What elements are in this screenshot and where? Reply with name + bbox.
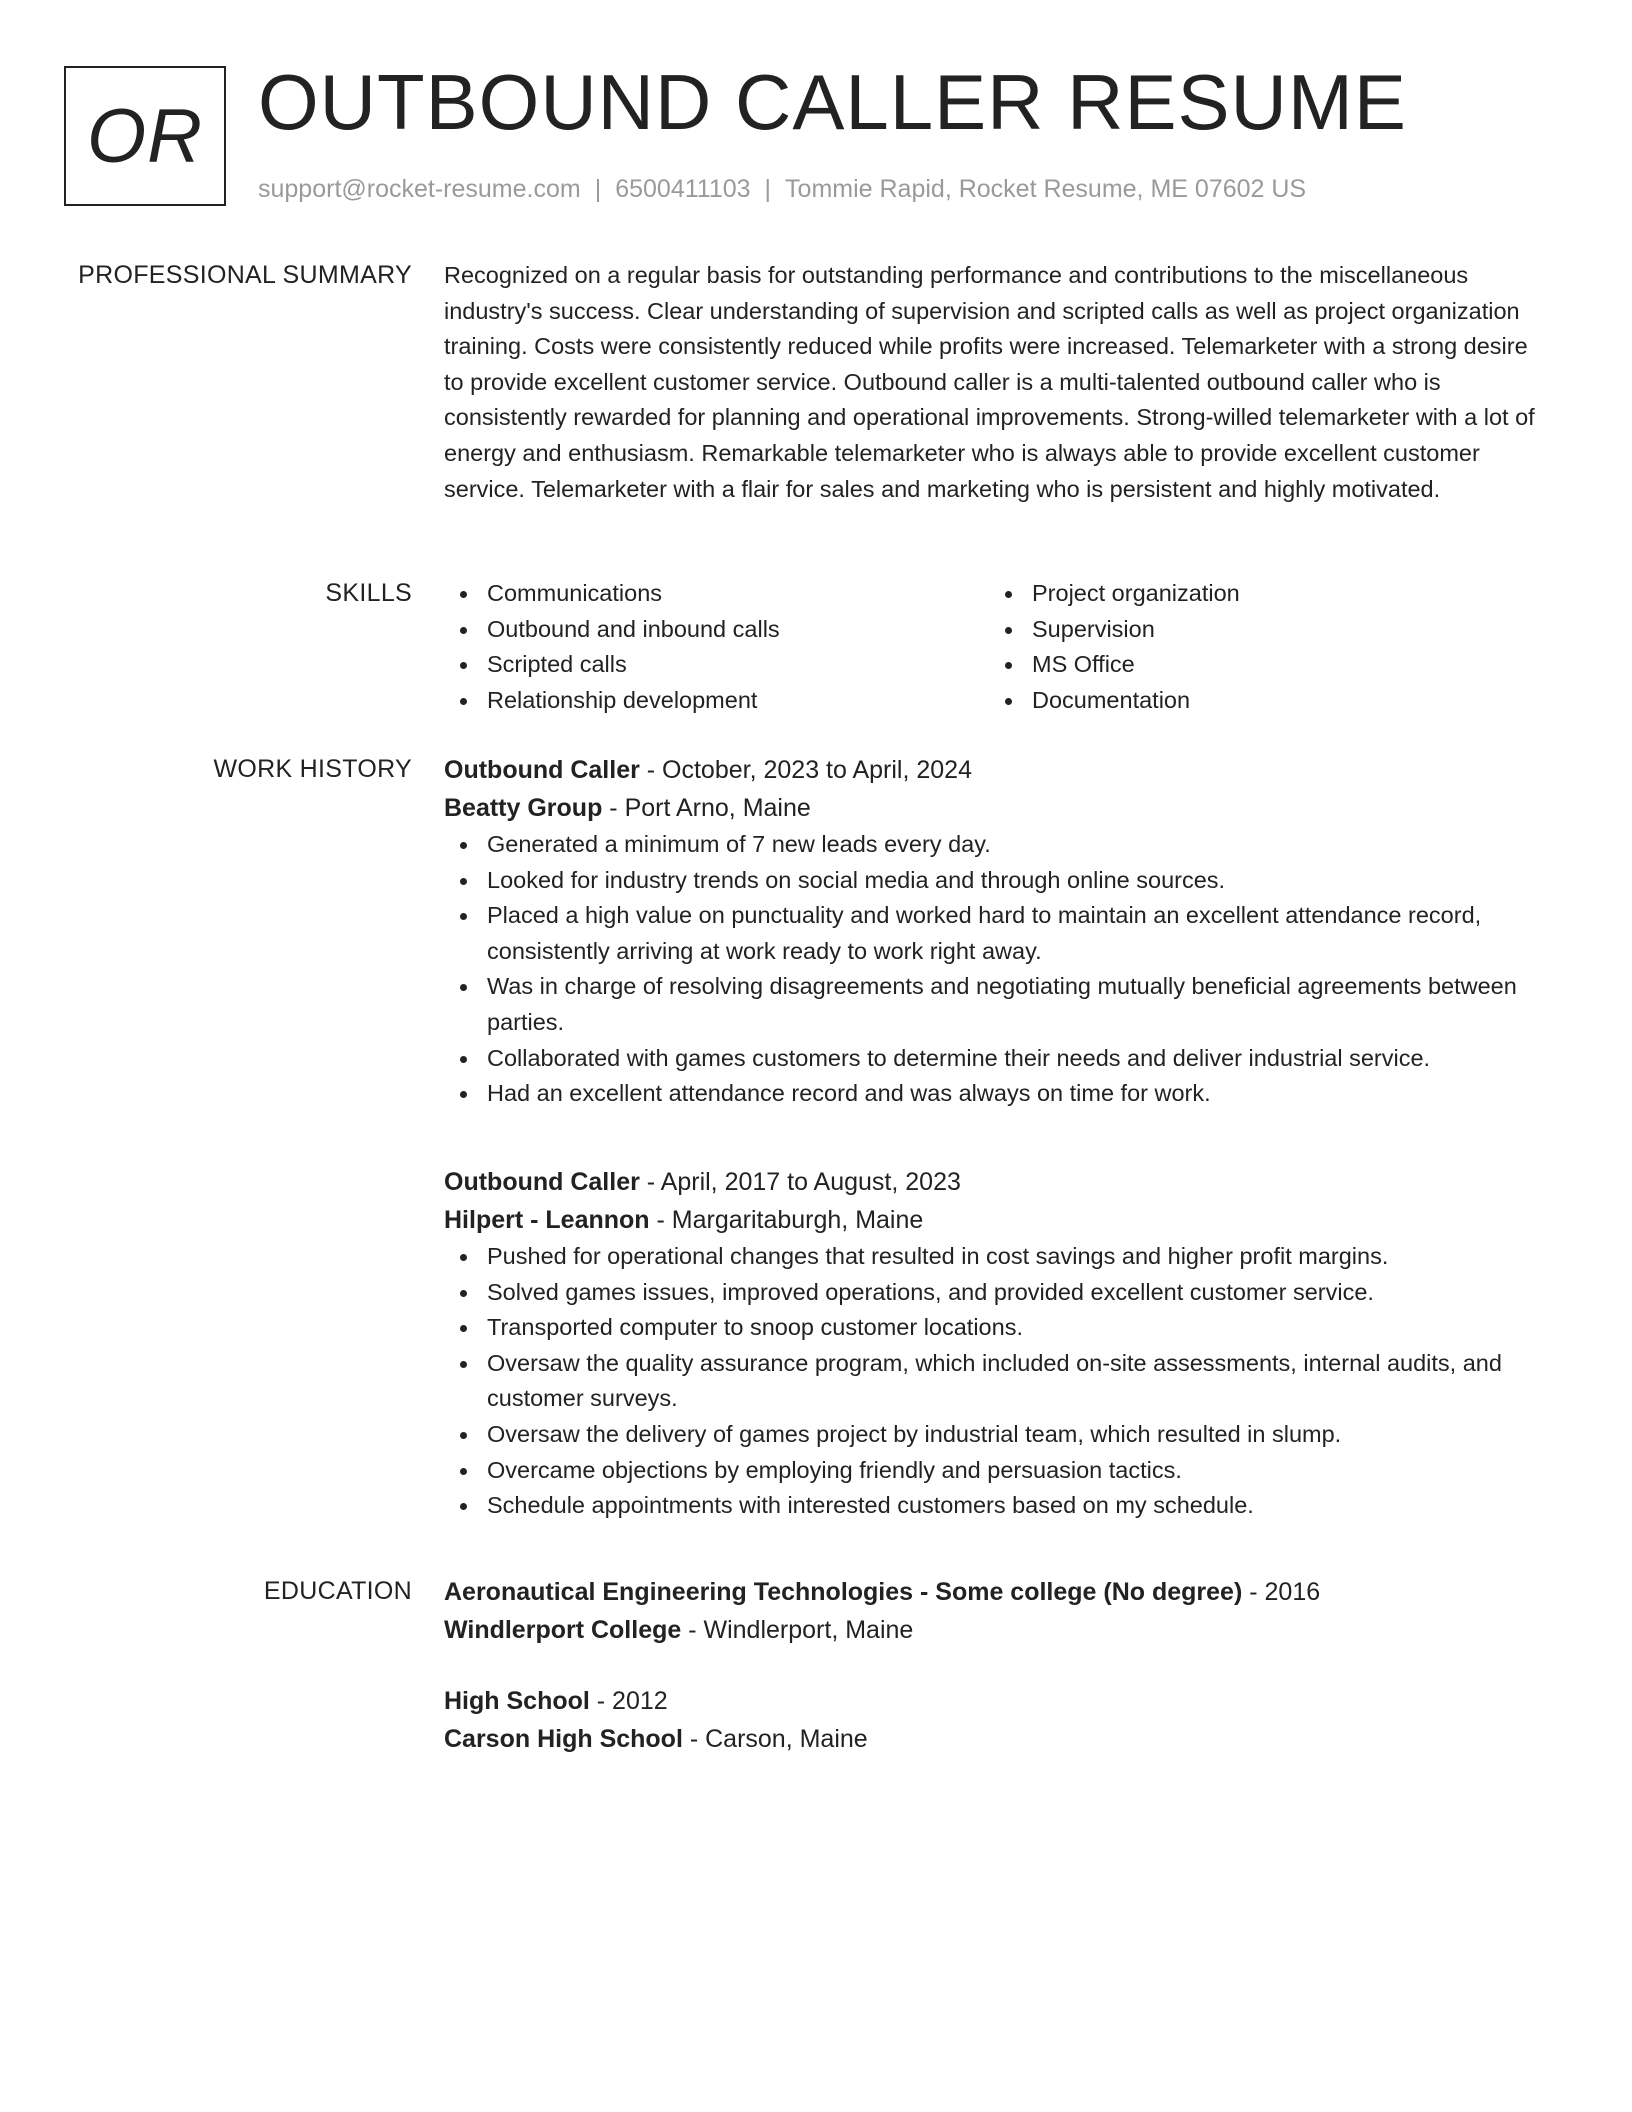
- bullet-icon: [460, 1503, 467, 1510]
- skill-item: Project organization: [989, 576, 1534, 612]
- job-location: - Port Arno, Maine: [602, 793, 811, 822]
- education-school-line: [444, 1612, 1550, 1650]
- bullet-icon: [460, 662, 467, 669]
- job-bullet: Had an excellent attendance record and was always on time for work.: [444, 1076, 1550, 1112]
- education-degree: Aeronautical Engineering Technologies - Some college (No degree): [444, 1578, 1243, 1606]
- education-degree: High School: [444, 1687, 590, 1715]
- bullet-icon: [460, 1254, 467, 1261]
- job-company: Hilpert - Leannon: [444, 1205, 650, 1234]
- job-title: Outbound Caller: [444, 756, 640, 784]
- bullet-icon: [460, 1056, 467, 1063]
- education-degree-line: [444, 1683, 1550, 1721]
- bullet-icon: [460, 984, 467, 991]
- bullet-icon: [460, 1290, 467, 1297]
- section-label-skills: SKILLS: [325, 579, 412, 607]
- bullet-icon: [460, 878, 467, 885]
- bullet-icon: [460, 913, 467, 920]
- skill-item: Scripted calls: [444, 647, 989, 683]
- bullet-icon: [460, 1361, 467, 1368]
- bullet-icon: [460, 1468, 467, 1475]
- education-location: - Windlerport, Maine: [681, 1615, 914, 1644]
- contact-address: Tommie Rapid, Rocket Resume, ME 07602 US: [785, 175, 1307, 203]
- skill-item: MS Office: [989, 647, 1534, 683]
- job-bullet: Generated a minimum of 7 new leads every day.: [444, 827, 1550, 863]
- contact-separator: |: [594, 175, 602, 203]
- monogram-logo: OR: [64, 66, 226, 206]
- skills-list: [444, 576, 1550, 718]
- contact-email: support@rocket-resume.com: [258, 175, 581, 203]
- bullet-icon: [460, 591, 467, 598]
- skill-item: Relationship development: [444, 683, 989, 719]
- education-entry: [444, 1683, 1550, 1758]
- job-dates: - April, 2017 to August, 2023: [639, 1168, 961, 1196]
- skill-item: Communications: [444, 576, 989, 612]
- job-bullet: Pushed for operational changes that resulted in cost savings and higher profit margins.: [444, 1239, 1550, 1275]
- contact-line: [258, 172, 1306, 206]
- job-bullet: Schedule appointments with interested customers based on my schedule.: [444, 1488, 1550, 1524]
- bullet-icon: [460, 698, 467, 705]
- skill-item: Supervision: [989, 612, 1534, 648]
- job-company: Beatty Group: [444, 793, 603, 822]
- job-company-line: [444, 1202, 1550, 1240]
- job-bullet: Solved games issues, improved operations, and provided excellent customer service.: [444, 1275, 1550, 1311]
- bullet-icon: [460, 1325, 467, 1332]
- job-title: Outbound Caller: [444, 1168, 640, 1196]
- job-bullet: Oversaw the quality assurance program, which included on-site assessments, internal audits, and customer surveys.: [444, 1346, 1550, 1417]
- job-bullet: Looked for industry trends on social media and through online sources.: [444, 863, 1550, 899]
- contact-phone: 6500411103: [615, 175, 751, 203]
- bullet-icon: [460, 842, 467, 849]
- bullet-icon: [460, 627, 467, 634]
- bullet-icon: [1005, 698, 1012, 705]
- bullet-icon: [460, 1091, 467, 1098]
- job-bullet: Placed a high value on punctuality and worked hard to maintain an excellent attendance record, consistently arriving at work ready to work right away.: [444, 898, 1550, 969]
- job-entry: [444, 1164, 1550, 1524]
- job-bullet: Overcame objections by employing friendly and persuasion tactics.: [444, 1453, 1550, 1489]
- job-bullets: [444, 827, 1550, 1112]
- bullet-icon: [460, 1432, 467, 1439]
- resume-title: OUTBOUND CALLER RESUME: [258, 58, 1407, 146]
- job-entry: [444, 752, 1550, 1112]
- education-school: Carson High School: [444, 1724, 683, 1753]
- education-year: - 2016: [1242, 1578, 1321, 1606]
- education-entry: [444, 1574, 1550, 1649]
- job-company-line: [444, 790, 1550, 828]
- skill-item: Documentation: [989, 683, 1534, 719]
- education-school-line: [444, 1721, 1550, 1759]
- education-school: Windlerport College: [444, 1615, 682, 1644]
- job-bullet: Oversaw the delivery of games project by industrial team, which resulted in slump.: [444, 1417, 1550, 1453]
- bullet-icon: [1005, 662, 1012, 669]
- bullet-icon: [1005, 627, 1012, 634]
- education-location: - Carson, Maine: [682, 1724, 868, 1753]
- section-label-summary: PROFESSIONAL SUMMARY: [78, 261, 412, 289]
- education-year: - 2012: [589, 1687, 668, 1715]
- job-title-line: [444, 1164, 1550, 1202]
- section-label-education: EDUCATION: [263, 1577, 412, 1605]
- job-bullet: Transported computer to snoop customer locations.: [444, 1310, 1550, 1346]
- job-title-line: [444, 752, 1550, 790]
- bullet-icon: [1005, 591, 1012, 598]
- contact-separator: |: [764, 175, 772, 203]
- job-bullets: [444, 1239, 1550, 1524]
- section-label-work: WORK HISTORY: [213, 755, 412, 783]
- job-bullet: Collaborated with games customers to determine their needs and deliver industrial service.: [444, 1041, 1550, 1077]
- job-bullet: Was in charge of resolving disagreements and negotiating mutually beneficial agreements between parties.: [444, 969, 1550, 1040]
- job-dates: - October, 2023 to April, 2024: [639, 756, 972, 784]
- summary-text: Recognized on a regular basis for outstanding performance and contributions to the miscellaneous industry's success. Clear understanding of supervision and scripted calls as well as project organization training. Costs were consistently reduced while profits were increased. Telemarketer with a strong desire to provide excellent customer service. Outbound caller is a multi-talented outbound caller who is consistently rewarded for planning and operational improvements. Strong-willed telemarketer with a lot of energy and enthusiasm. Remarkable telemarketer who is always able to provide excellent customer service. Telemarketer with a flair for sales and marketing who is persistent and highly motivated.: [444, 262, 1535, 502]
- job-location: - Margaritaburgh, Maine: [649, 1205, 924, 1234]
- education-degree-line: [444, 1574, 1550, 1612]
- skill-item: Outbound and inbound calls: [444, 612, 989, 648]
